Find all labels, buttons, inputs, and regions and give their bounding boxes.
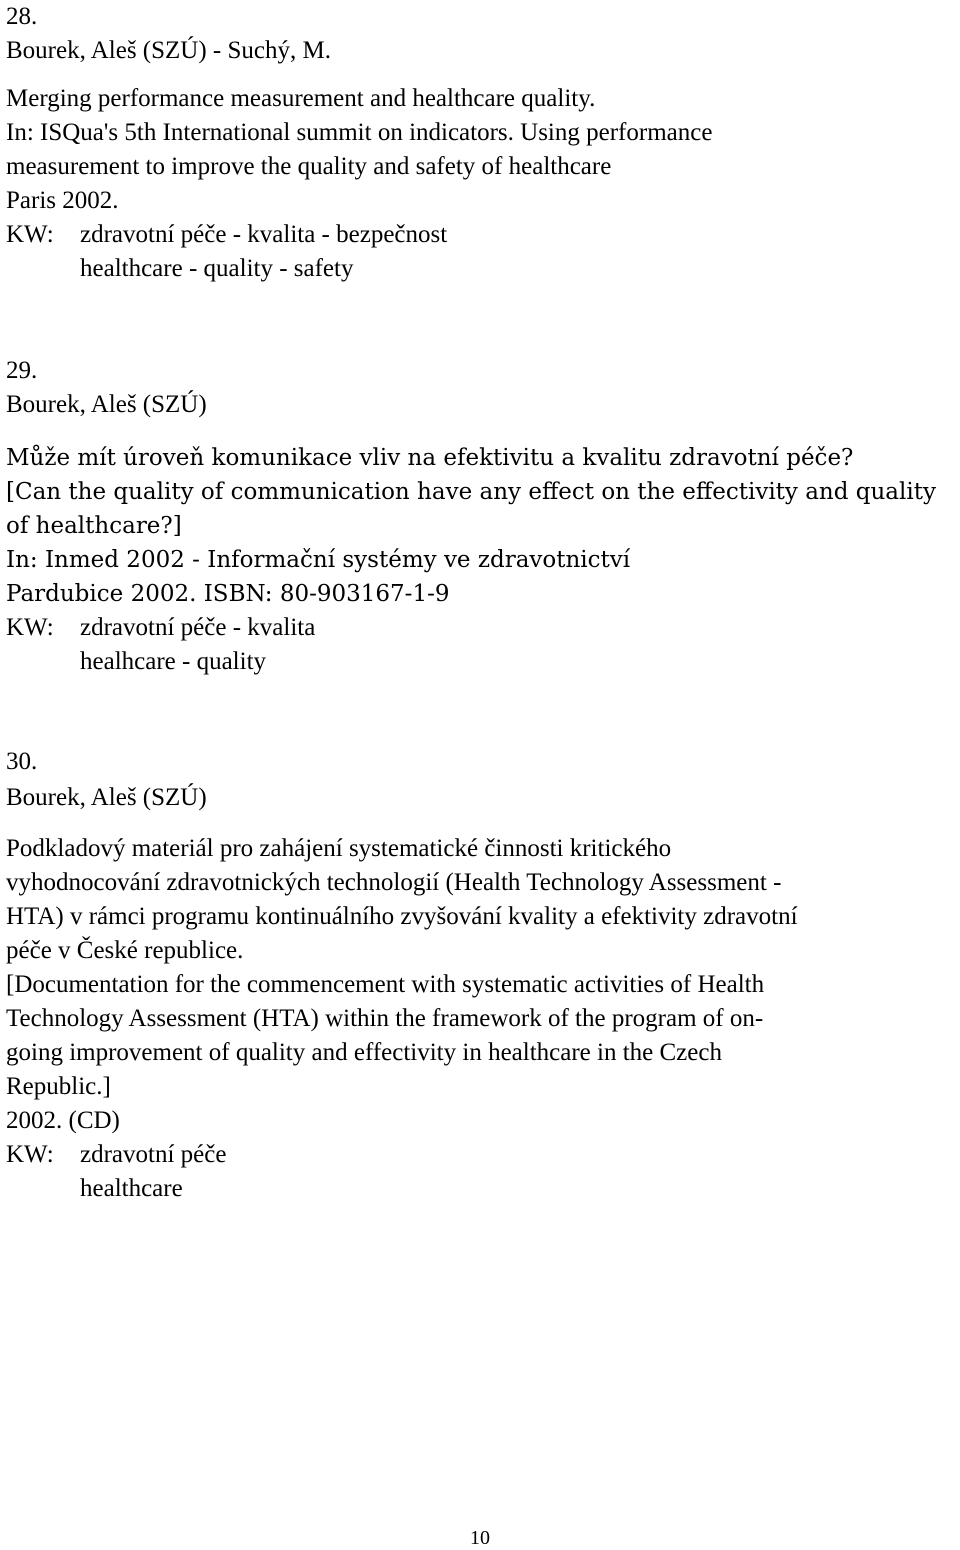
entry-28-keywords-cz — [6, 218, 447, 252]
entry-29-number: 29. — [6, 357, 38, 384]
entry-29-source: In: Inmed 2002 - Informační systémy ve zdravotnictví — [6, 547, 631, 573]
entry-29-keywords-cz — [6, 611, 315, 645]
entry-28-number: 28. — [6, 3, 38, 30]
entry-29-kw-cz: zdravotní péče - kvalita — [80, 614, 316, 641]
entry-30-title-en-1: [Documentation for the commencement with systematic activities of Health — [6, 971, 765, 998]
entry-29-title-cz: Může mít úroveň komunikace vliv na efektivitu a kvalitu zdravotní péče? — [6, 445, 854, 471]
entry-29-title-en: [Can the quality of communication have any effect on the effectivity and quality — [6, 479, 936, 505]
entry-30-kw-label: KW: — [6, 1141, 54, 1168]
entry-29-authors: Bourek, Aleš (SZÚ) — [6, 391, 207, 418]
entry-29-place-isbn: Pardubice 2002. ISBN: 80-903167-1-9 — [6, 581, 450, 607]
entry-30-keywords-en: healthcare — [80, 1175, 183, 1202]
entry-30-kw-cz: zdravotní péče — [80, 1141, 227, 1168]
entry-30-title-en-4: Republic.] — [6, 1073, 111, 1100]
entry-30-title-en-2: Technology Assessment (HTA) within the framework of the program of on- — [6, 1005, 764, 1032]
entry-28-place-year: Paris 2002. — [6, 187, 119, 214]
entry-30-year-medium: 2002. (CD) — [6, 1107, 120, 1134]
entry-29-title-en-cont: of healthcare?] — [6, 513, 182, 539]
entry-29-kw-label: KW: — [6, 614, 54, 641]
entry-30-title-cz-3: HTA) v rámci programu kontinuálního zvyšování kvality a efektivity zdravotní — [6, 903, 798, 930]
entry-30-authors: Bourek, Aleš (SZÚ) — [6, 784, 207, 811]
entry-30-title-cz-4: péče v České republice. — [6, 937, 244, 964]
entry-29-keywords-en: healhcare - quality — [80, 648, 267, 675]
entry-28-source: In: ISQua's 5th International summit on indicators. Using performance — [6, 119, 713, 146]
entry-28-kw-label: KW: — [6, 221, 54, 248]
entry-28-source-cont: measurement to improve the quality and safety of healthcare — [6, 153, 612, 180]
entry-28-title: Merging performance measurement and healthcare quality. — [6, 85, 596, 112]
entry-28-kw-cz: zdravotní péče - kvalita - bezpečnost — [80, 221, 448, 248]
entry-30-number: 30. — [6, 748, 38, 775]
entry-30-title-cz-2: vyhodnocování zdravotnických technologií (Health Technology Assessment - — [6, 869, 782, 896]
entry-30-keywords-cz — [6, 1138, 226, 1172]
entry-28-keywords-en: healthcare - quality - safety — [80, 255, 354, 282]
entry-30-title-cz-1: Podkladový materiál pro zahájení systematické činnosti kritického — [6, 835, 672, 862]
page-number: 10 — [470, 1527, 490, 1549]
entry-28-authors: Bourek, Aleš (SZÚ) - Suchý, M. — [6, 37, 331, 64]
entry-30-title-en-3: going improvement of quality and effectivity in healthcare in the Czech — [6, 1039, 722, 1066]
